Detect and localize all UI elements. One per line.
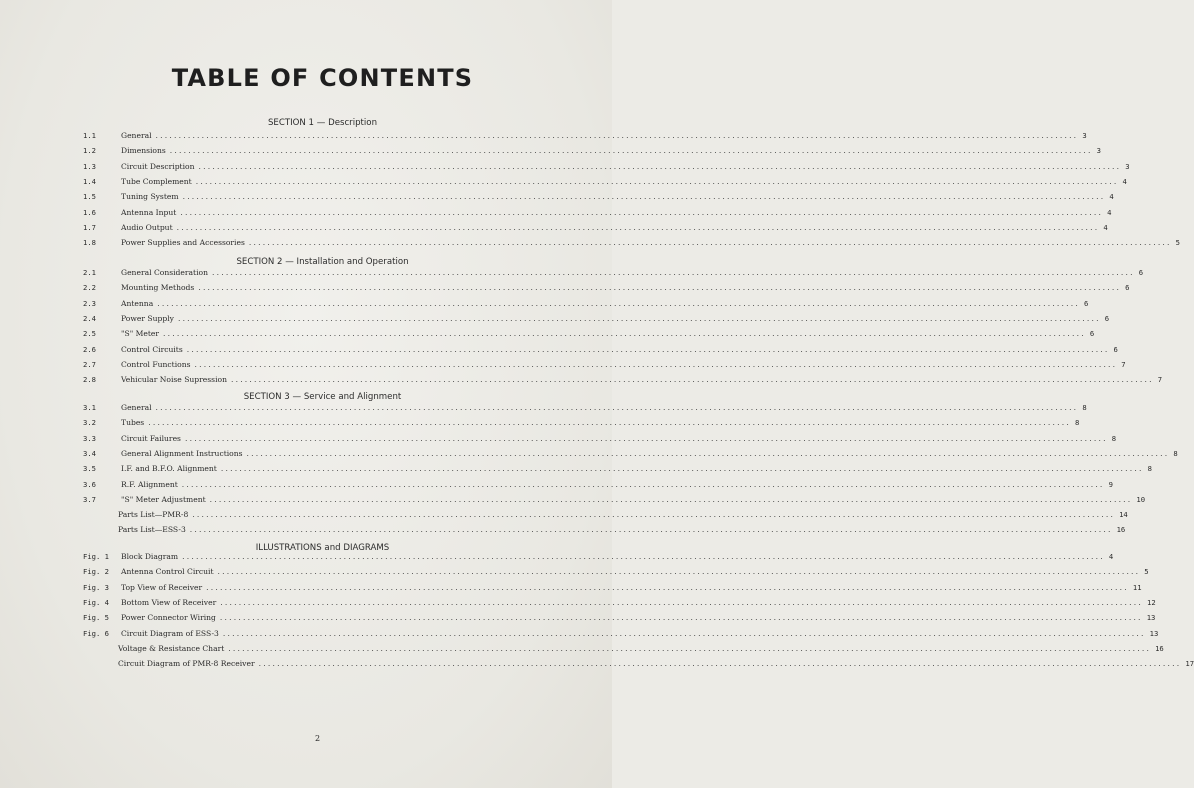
toc-entry (0, 344, 1118, 356)
entry-number: Fig. 5 (83, 613, 109, 623)
entry-label: Audio Output (121, 222, 173, 232)
entry-number: Fig. 4 (83, 597, 109, 607)
toc-entry (0, 161, 1130, 173)
toc-entry (0, 313, 1110, 325)
section-heading: ILLUSTRATIONS and DIAGRAMS (255, 543, 390, 553)
toc-entry (0, 282, 1130, 294)
dot-leader: ........................................................................................................................................................................................................ (186, 344, 1110, 354)
entry-number: 2.7 (83, 359, 96, 369)
entry-label: Circuit Diagram of PMR-8 Receiver (118, 659, 255, 669)
toc-entry (0, 207, 1112, 219)
entry-label: Block Diagram (121, 552, 179, 561)
entry-label: Power Connector Wiring (121, 613, 216, 623)
toc-entry (0, 494, 1146, 506)
dot-leader: ........................................................................................................................................................................................................ (212, 268, 1135, 277)
entry-page-number: 10 (1136, 494, 1146, 504)
entry-number: Fig. 6 (83, 628, 109, 638)
entry-page-number: 16 (1116, 525, 1126, 535)
dot-leader: ........................................................................................................................................................................................................ (248, 238, 1172, 248)
entry-page-number: 4 (1103, 222, 1108, 232)
dot-leader: ........................................................................................................................................................................................................ (189, 525, 1113, 535)
toc-entry (0, 433, 1117, 445)
entry-label: Antenna (121, 298, 154, 308)
dot-leader: ........................................................................................................................................................................................................ (220, 597, 1144, 607)
toc-entry (0, 509, 1128, 521)
bleed-through-text (134, 88, 497, 117)
dot-leader: ........................................................................................................................................................................................................ (220, 464, 1144, 474)
dot-leader: ........................................................................................................................................................................................................ (180, 207, 1104, 217)
toc-entry (0, 191, 1114, 203)
entry-page-number: 4 (1107, 207, 1112, 217)
section-heading: SECTION 3 — Service and Alignment (243, 392, 402, 402)
entry-page-number: 11 (1132, 582, 1142, 592)
entry-page-number: 6 (1138, 268, 1144, 277)
dot-leader: ........................................................................................................................................................................................................ (184, 433, 1108, 443)
entry-label: Vehicular Noise Supression (121, 375, 227, 385)
entry-number: 3.6 (83, 479, 96, 489)
entry-page-number: 7 (1121, 359, 1126, 369)
entry-label: Tube Complement (121, 176, 192, 186)
entry-page-number: 3 (1096, 146, 1101, 156)
toc-entry (0, 130, 1087, 142)
entry-page-number: 17 (1185, 659, 1194, 669)
entry-label: I.F. and B.F.O. Alignment (121, 464, 217, 474)
entry-number: 2.2 (83, 283, 96, 293)
entry-number: Fig. 3 (83, 582, 109, 592)
entry-page-number: 8 (1075, 418, 1080, 428)
entry-page-number: 3 (1082, 131, 1087, 140)
entry-page-number: 13 (1149, 628, 1159, 638)
entry-number: 3.2 (83, 418, 96, 428)
dot-leader: ........................................................................................................................................................................................................ (182, 192, 1106, 202)
entry-label: General Consideration (121, 268, 208, 277)
entry-label: Control Circuits (121, 344, 183, 354)
entry-label: Bottom View of Receiver (121, 597, 217, 607)
toc-entry (0, 328, 1095, 340)
entry-number: 1.2 (83, 146, 96, 156)
entry-label: General Alignment Instructions (121, 448, 243, 458)
toc-entry (0, 237, 1180, 249)
entry-number: 3.1 (83, 403, 96, 412)
entry-number: 3.7 (83, 494, 96, 504)
toc-entry (0, 463, 1152, 475)
entry-page-number: 6 (1113, 344, 1118, 354)
entry-page-number: 4 (1122, 176, 1127, 186)
entry-label: Control Functions (121, 359, 191, 369)
entry-number: 1.8 (83, 238, 96, 248)
entry-page-number: 13 (1146, 613, 1156, 623)
entry-page-number: 8 (1111, 433, 1117, 443)
toc-entry (0, 566, 1149, 578)
entry-page-number: 14 (1119, 510, 1128, 520)
entry-number: 1.1 (83, 131, 96, 140)
dot-leader: ........................................................................................................................................................................................................ (209, 494, 1133, 504)
dot-leader: ........................................................................................................................................................................................................ (157, 298, 1081, 308)
entry-number: 3.3 (83, 433, 96, 443)
entry-number: 2.4 (83, 313, 96, 323)
entry-number: Fig. 2 (83, 567, 109, 577)
dot-leader: ........................................................................................................................................................................................................ (155, 131, 1079, 140)
entry-page-number: 5 (1175, 238, 1180, 248)
dot-leader: ........................................................................................................................................................................................................ (177, 313, 1101, 323)
toc-entry (0, 402, 1087, 414)
entry-page-number: 8 (1082, 403, 1087, 412)
entry-page-number: 9 (1108, 479, 1113, 489)
entry-label: Circuit Diagram of ESS-3 (121, 628, 219, 638)
entry-label: Power Supply (121, 313, 174, 323)
entry-page-number: 6 (1104, 313, 1110, 323)
dot-leader: ........................................................................................................................................................................................................ (230, 375, 1154, 385)
entry-page-number: 6 (1089, 329, 1095, 339)
toc-entry (0, 417, 1080, 429)
entry-label: General (121, 403, 152, 412)
page-number: 2 (314, 734, 321, 743)
toc-entry (0, 524, 1126, 536)
entry-label: Top View of Receiver (121, 582, 203, 592)
toc-entry (0, 145, 1101, 157)
dot-leader: ........................................................................................................................................................................................................ (198, 283, 1122, 293)
toc-entry (0, 298, 1089, 310)
toc-entry (0, 551, 1114, 563)
toc-entry (0, 643, 1164, 655)
entry-number: 3.5 (83, 464, 96, 474)
entry-number: 1.6 (83, 207, 96, 217)
dot-leader: ........................................................................................................................................................................................................ (181, 479, 1105, 489)
entry-number: 2.8 (83, 375, 96, 385)
toc-entry (0, 658, 1194, 670)
entry-label: R.F. Alignment (121, 479, 178, 489)
entry-page-number: 6 (1125, 283, 1130, 293)
entry-page-number: 6 (1084, 298, 1089, 308)
entry-number: 1.4 (83, 176, 96, 186)
dot-leader: ........................................................................................................................................................................................................ (206, 582, 1129, 592)
entry-page-number: 3 (1125, 161, 1130, 171)
toc-entry (0, 612, 1156, 624)
entry-page-number: 8 (1173, 448, 1178, 458)
entry-label: Voltage & Resistance Chart (118, 643, 225, 653)
entry-label: Dimensions (121, 146, 166, 156)
entry-label: Mounting Methods (121, 283, 195, 293)
entry-number: 2.5 (83, 329, 96, 339)
dot-leader: ........................................................................................................................................................................................................ (176, 222, 1100, 232)
entry-label: "S" Meter Adjustment (121, 494, 206, 504)
dot-leader: ........................................................................................................................................................................................................ (246, 448, 1170, 458)
entry-page-number: 7 (1157, 375, 1163, 385)
toc-entry (0, 628, 1159, 640)
entry-label: "S" Meter (121, 329, 160, 339)
entry-page-number: 16 (1155, 643, 1164, 653)
dot-leader: ........................................................................................................................................................................................................ (228, 643, 1152, 653)
entry-number: 1.7 (83, 222, 96, 232)
toc-entry (0, 176, 1127, 188)
dot-leader: ........................................................................................................................................................................................................ (219, 613, 1143, 623)
entry-label: Power Supplies and Accessories (121, 238, 245, 248)
entry-label: Antenna Input (121, 207, 177, 217)
entry-page-number: 8 (1147, 464, 1152, 474)
entry-number: Fig. 1 (83, 552, 109, 561)
toc-entry (0, 597, 1156, 609)
entry-number: 2.3 (83, 298, 96, 308)
entry-number: 2.1 (83, 268, 96, 277)
toc-entry (0, 479, 1113, 491)
entry-label: Tubes (121, 418, 145, 428)
dot-leader: ........................................................................................................................................................................................................ (195, 176, 1119, 186)
entry-label: Parts List—ESS-3 (118, 525, 186, 535)
dot-leader: ........................................................................................................................................................................................................ (148, 418, 1071, 428)
entry-page-number: 4 (1109, 192, 1114, 202)
page-title: TABLE OF CONTENTS (171, 64, 474, 92)
entry-label: Tuning System (121, 192, 179, 202)
section-heading: SECTION 2 — Installation and Operation (236, 257, 409, 267)
dot-leader: ........................................................................................................................................................................................................ (194, 359, 1118, 369)
entry-number: 1.5 (83, 192, 96, 202)
toc-entry (0, 359, 1126, 371)
toc-entry (0, 374, 1163, 386)
toc-entry (0, 448, 1178, 460)
entry-page-number: 5 (1144, 567, 1149, 577)
entry-number: 2.6 (83, 344, 96, 354)
entry-number: 3.4 (83, 448, 96, 458)
dot-leader: ........................................................................................................................................................................................................ (258, 659, 1182, 669)
dot-leader: ........................................................................................................................................................................................................ (155, 403, 1079, 412)
toc-entry (0, 267, 1144, 279)
entry-label: General (121, 131, 152, 140)
entry-page-number: 12 (1147, 597, 1156, 607)
entry-label: Antenna Control Circuit (121, 567, 214, 577)
toc-entry (0, 582, 1142, 594)
section-heading: SECTION 1 — Description (267, 118, 378, 128)
entry-page-number: 4 (1108, 552, 1114, 561)
dot-leader: ........................................................................................................................................................................................................ (192, 510, 1116, 520)
dot-leader: ........................................................................................................................................................................................................ (222, 628, 1146, 638)
entry-label: Circuit Failures (121, 433, 181, 443)
dot-leader: ........................................................................................................................................................................................................ (163, 329, 1086, 339)
entry-number: 1.3 (83, 161, 96, 171)
dot-leader: ........................................................................................................................................................................................................ (169, 146, 1093, 156)
entry-label: Circuit Description (121, 161, 195, 171)
entry-label: Parts List—PMR-8 (118, 510, 189, 520)
dot-leader: ........................................................................................................................................................................................................ (182, 552, 1105, 561)
toc-entry (0, 222, 1108, 234)
dot-leader: ........................................................................................................................................................................................................ (217, 567, 1141, 577)
dot-leader: ........................................................................................................................................................................................................ (198, 161, 1122, 171)
